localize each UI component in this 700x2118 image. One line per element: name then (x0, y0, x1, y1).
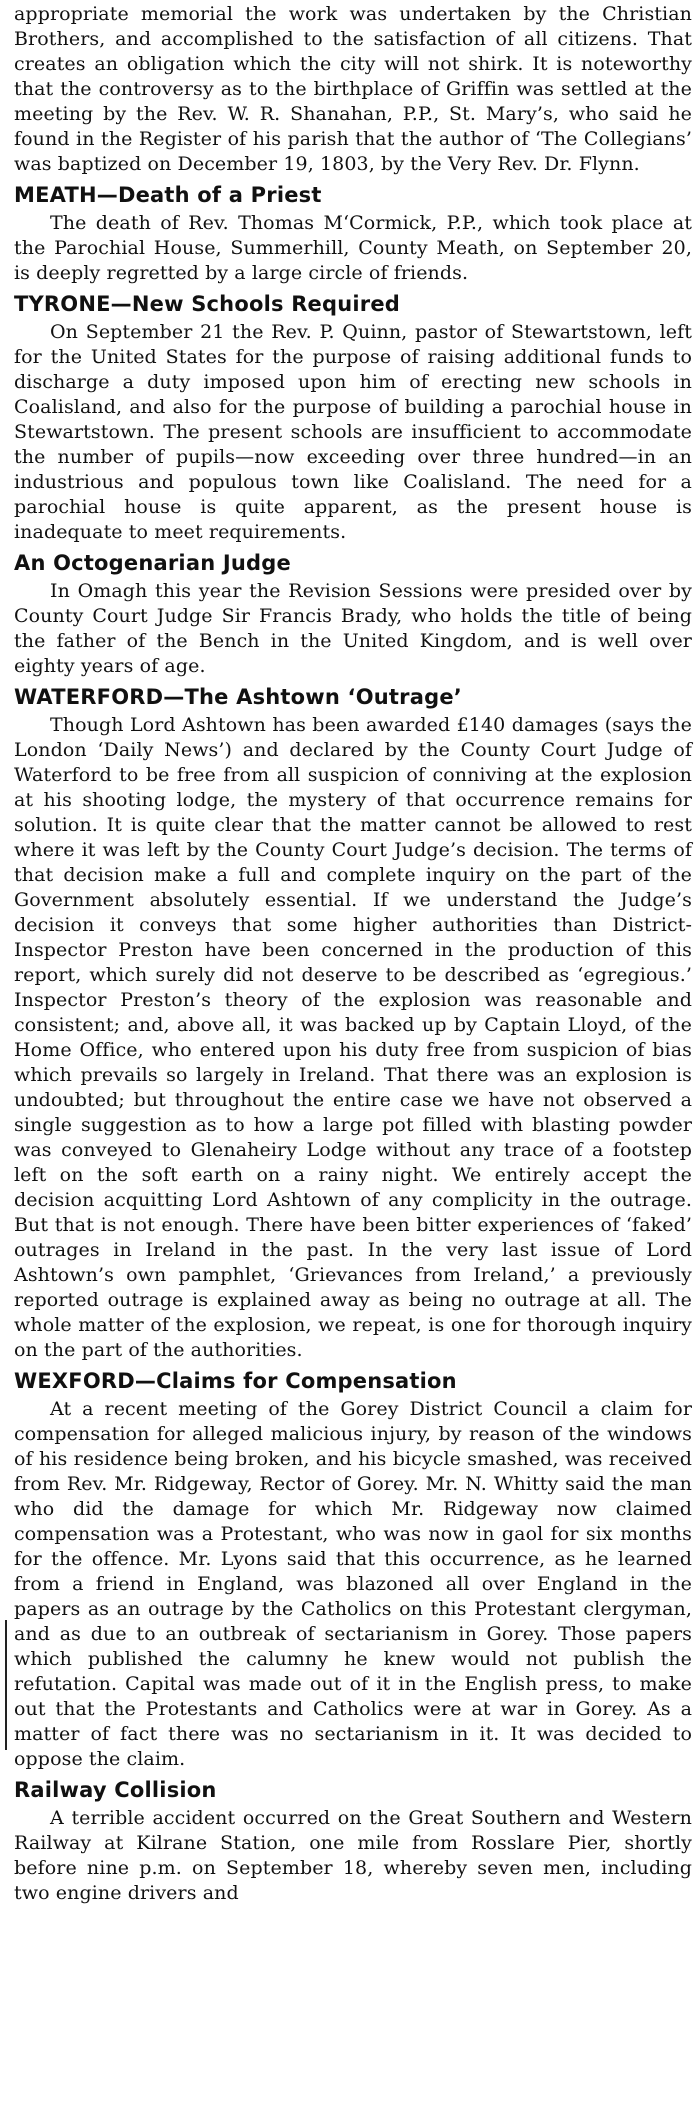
body-wexford: At a recent meeting of the Gorey District Council a claim for compensation for alleged malicious injury, by reason of the windows of his residence being broken, and his bicycle smashed, was received from Rev. Mr. Ridgeway, Rector of Gorey. Mr. N. Whitty said the man who did the damage for which Mr. Ridgeway now claimed compensation was a Protestant, who was now in gaol for six months for the offence. Mr. Lyons said that this occurrence, as he learned from a friend in England, was blazoned all over England in the papers as an outrage by the Catholics on this Protestant clergyman, and as due to an outbreak of sectarianism in Gorey. Those papers which published the calumny he knew would not publish the refutation. Capital was made out of it in the English press, to make out that the Protestants and Catholics were at war in Gorey. As a matter of fact there was no sectarianism in it. It was decided to oppose the claim. (14, 1398, 692, 1770)
heading-waterford: WATERFORD—The Ashtown ‘Outrage’ (14, 685, 462, 709)
heading-meath: MEATH—Death of a Priest (14, 183, 322, 207)
intro-paragraph: appropriate memorial the work was undertaken by the Christian Brothers, and accomplished to the satisfaction of all citizens. That creates an obligation which the city will not shirk. It is noteworthy that the controversy as to the birthplace of Griffin was settled at the meeting by the Rev. W. R. Shanahan, P.P., St. Mary’s, who said he found in the Register of his parish that the author of ‘The Collegians’ was baptized on December 19, 1803, by the Very Rev. Dr. Flynn. (14, 3, 692, 175)
heading-tyrone: TYRONE—New Schools Required (14, 292, 401, 316)
body-waterford: Though Lord Ashtown has been awarded £140 damages (says the London ‘Daily News’) and declared by the County Court Judge of Waterford to be free from all suspicion of conniving at the explosion at his shooting lodge, the mystery of that occurrence remains for solution. It is quite clear that the matter cannot be allowed to rest where it was left by the County Court Judge’s decision. The terms of that decision make a full and complete inquiry on the part of the Government absolutely essential. If we understand the Judge’s decision it conveys that some higher authorities than District-Inspector Preston have been concerned in the production of this report, which surely did not deserve to be described as ‘egregious.’ Inspector Preston’s theory of the explosion was reasonable and consistent; and, above all, it was backed up by Captain Lloyd, of the Home Office, who entered upon his duty free from suspicion of bias which prevails so largely in Ireland. That there was an explosion is undoubted; but throughout the entire case we have not observed a single suggestion as to how a large pot filled with blasting powder was conveyed to Glenaheiry Lodge without any trace of a footstep left on the soft earth on a rainy night. We entirely accept the decision acquitting Lord Ashtown of any complicity in the outrage. But that is not enough. There have been bitter experiences of ‘faked’ outrages in Ireland in the past. In the very last issue of Lord Ashtown’s own pamphlet, ‘Grievances from Ireland,’ a previously reported outrage is explained away as being no outrage at all. The whole matter of the explosion, we repeat, is one for thorough inquiry on the part of the authorities. (14, 714, 692, 1361)
heading-octogenarian-judge: An Octogenarian Judge (14, 551, 291, 575)
heading-railway-collision: Railway Collision (14, 1778, 217, 1802)
body-railway-collision: A terrible accident occurred on the Great Southern and Western Railway at Kilrane Station, one mile from Rosslare Pier, shortly before nine p.m. on September 18, whereby seven men, including two engine drivers and (14, 1807, 692, 1904)
body-tyrone: On September 21 the Rev. P. Quinn, pastor of Stewartstown, left for the United States for the purpose of raising additional funds to discharge a duty imposed upon him of erecting new schools in Coalisland, and also for the purpose of building a parochial house in Stewartstown. The present schools are insufficient to accommodate the number of pupils—now exceeding over three hundred—in an industrious and populous town like Coalisland. The need for a parochial house is quite apparent, as the present house is inadequate to meet requirements. (14, 321, 692, 543)
column-rule (5, 1620, 7, 1750)
heading-wexford: WEXFORD—Claims for Compensation (14, 1369, 457, 1393)
body-meath: The death of Rev. Thomas M‘Cormick, P.P., which took place at the Parochial House, Summerhill, County Meath, on September 20, is deeply regretted by a large circle of friends. (14, 212, 692, 284)
body-octogenarian-judge: In Omagh this year the Revision Sessions were presided over by County Court Judge Sir Francis Brady, who holds the title of being the father of the Bench in the United Kingdom, and is well over eighty years of age. (14, 580, 692, 677)
